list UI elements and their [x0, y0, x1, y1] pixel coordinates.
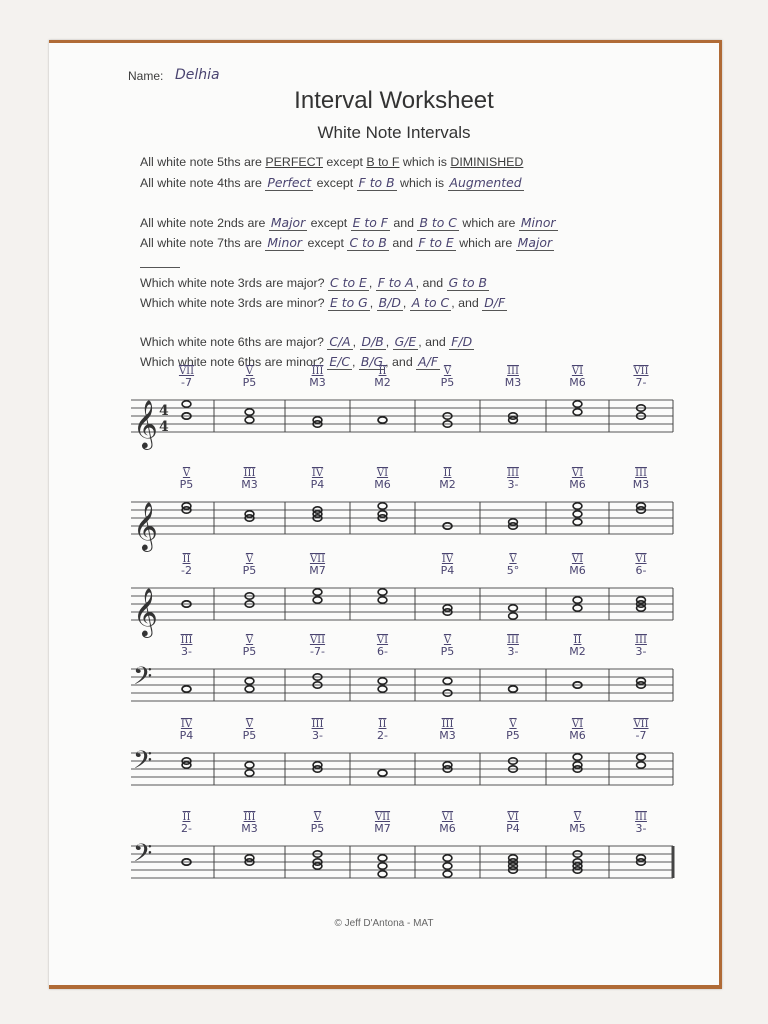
whole-note: [443, 855, 452, 861]
roman-numeral-answer: VI: [507, 812, 519, 823]
roman-numeral-answer: V: [245, 554, 254, 565]
handwritten-answer: C to B: [349, 235, 387, 250]
interval-answer: P5: [310, 822, 325, 835]
whole-note: [378, 597, 387, 603]
treble-clef-icon: 𝄞: [133, 399, 158, 448]
whole-note: [443, 863, 452, 869]
roman-numeral-answer: VI: [571, 468, 584, 479]
roman-numeral-answer: VII: [178, 366, 195, 377]
interval-answer: -7: [181, 376, 192, 389]
question-text: which are: [455, 236, 516, 250]
question-text: , and: [385, 355, 417, 369]
treble-clef-icon: 𝄞: [133, 587, 158, 636]
question-text: except: [322, 155, 367, 169]
interval-answer: M2: [439, 478, 456, 491]
interval-answer: 3-: [507, 478, 519, 491]
whole-note: [245, 762, 254, 768]
roman-numeral-answer: III: [507, 468, 519, 479]
roman-numeral-answer: IV: [180, 719, 193, 730]
question-text: ,: [369, 296, 377, 310]
question-text: except: [304, 236, 348, 250]
whole-note: [378, 678, 387, 684]
handwritten-answer: Minor: [267, 235, 303, 250]
interval-answer: 3-: [507, 645, 519, 658]
whole-note: [509, 605, 518, 611]
interval-answer: 7-: [635, 376, 647, 389]
worksheet-subtitle: White Note Intervals: [317, 123, 471, 142]
question-text: which is: [396, 176, 448, 190]
whole-note: [443, 678, 452, 684]
interval-answer: M6: [569, 729, 586, 742]
whole-note: [573, 401, 582, 407]
question-text: ,: [352, 335, 360, 349]
whole-note: [245, 686, 254, 692]
interval-answer: 6-: [635, 564, 647, 577]
whole-note: [378, 686, 387, 692]
interval-answer: M3: [309, 376, 326, 389]
printed-term: B to F: [366, 155, 400, 169]
roman-numeral-answer: IV: [311, 468, 324, 479]
handwritten-answer: B/D: [378, 295, 401, 310]
handwritten-answer: F to A: [377, 275, 414, 290]
roman-numeral-answer: V: [443, 635, 452, 646]
question-text: except: [307, 216, 351, 230]
roman-numeral-answer: V: [245, 635, 254, 646]
interval-answer: M3: [439, 729, 456, 742]
whole-note: [637, 754, 646, 760]
interval-answer: P5: [440, 376, 455, 389]
whole-note: [509, 613, 518, 619]
whole-note: [573, 409, 582, 415]
roman-numeral-answer: V: [573, 812, 582, 823]
bass-clef-icon: 𝄢: [133, 746, 153, 781]
roman-numeral-answer: VI: [376, 468, 389, 479]
roman-numeral-answer: VII: [374, 812, 391, 823]
handwritten-answer: E/C: [329, 354, 350, 369]
whole-note: [245, 678, 254, 684]
roman-numeral-answer: III: [507, 635, 519, 646]
interval-answer: M6: [374, 478, 391, 491]
interval-answer: P5: [242, 376, 257, 389]
handwritten-answer: Augmented: [449, 175, 522, 190]
interval-answer: M7: [374, 822, 391, 835]
whole-note: [378, 417, 387, 423]
roman-numeral-answer: V: [509, 554, 517, 565]
question-text: , and: [415, 276, 447, 290]
question-text: Which white note 3rds are major?: [140, 276, 329, 290]
question-text: ,: [385, 335, 393, 349]
handwritten-answer: D/F: [484, 295, 506, 310]
time-signature: 4: [159, 403, 169, 419]
whole-note: [637, 762, 646, 768]
handwritten-answer: E to G: [330, 295, 368, 310]
roman-numeral-answer: VII: [633, 366, 649, 377]
roman-numeral-answer: III: [635, 812, 647, 823]
bass-clef-icon: 𝄢: [133, 662, 153, 697]
question-text: ,: [368, 276, 376, 290]
question-text: Which white note 3rds are minor?: [140, 296, 329, 310]
question-text: All white note 4ths are: [140, 176, 266, 190]
printed-term: PERFECT: [265, 155, 323, 169]
music-staves: [49, 43, 719, 985]
roman-numeral-answer: VII: [309, 635, 326, 646]
question-text: Which white note 6ths are minor?: [140, 355, 328, 369]
interval-answer: 6-: [377, 645, 388, 658]
whole-note: [245, 770, 254, 776]
interval-answer: M6: [569, 376, 586, 389]
question-text: All white note 2nds are: [140, 216, 269, 230]
interval-answer: M3: [241, 822, 258, 835]
whole-note: [573, 754, 582, 760]
roman-numeral-answer: VI: [571, 366, 584, 377]
whole-note: [378, 770, 387, 776]
interval-answer: -2: [181, 564, 192, 577]
handwritten-answer: G/E: [394, 334, 417, 349]
whole-note: [245, 409, 254, 415]
handwritten-answer: C to E: [330, 275, 367, 290]
handwritten-answer: A/F: [418, 354, 438, 369]
roman-numeral-answer: III: [180, 635, 193, 646]
roman-numeral-answer: V: [182, 468, 191, 479]
question-text: ,: [351, 355, 359, 369]
roman-numeral-answer: II: [378, 366, 387, 377]
copyright-footer: © Jeff D'Antona - MAT: [334, 918, 434, 929]
roman-numeral-answer: V: [509, 719, 517, 730]
roman-numeral-answer: III: [507, 366, 519, 377]
roman-numeral-answer: III: [243, 468, 256, 479]
whole-note: [378, 871, 387, 877]
interval-answer: P4: [440, 564, 455, 577]
handwritten-answer: D/B: [361, 334, 384, 349]
student-name: Delhia: [175, 67, 220, 83]
handwritten-answer: A to C: [411, 295, 450, 310]
interval-answer: P5: [242, 645, 257, 658]
whole-note: [378, 863, 387, 869]
interval-answer: 3-: [181, 645, 192, 658]
interval-answer: -7-: [310, 645, 325, 658]
interval-answer: 3-: [312, 729, 323, 742]
roman-numeral-answer: II: [573, 635, 582, 646]
whole-note: [509, 686, 518, 692]
interval-answer: P4: [179, 729, 194, 742]
interval-answer: M6: [439, 822, 456, 835]
bass-clef-icon: 𝄢: [133, 839, 153, 874]
handwritten-answer: F to B: [358, 175, 395, 190]
handwritten-answer: B to C: [419, 215, 457, 230]
roman-numeral-answer: VI: [571, 719, 584, 730]
question-text: ,: [402, 296, 410, 310]
interval-answer: P4: [310, 478, 325, 491]
worksheet-title: Interval Worksheet: [294, 87, 494, 114]
interval-answer: 2-: [377, 729, 388, 742]
handwritten-answer: B/G: [360, 354, 384, 369]
interval-answer: -7: [635, 729, 647, 742]
whole-note: [573, 605, 582, 611]
question-text: and: [389, 216, 418, 230]
interval-answer: M3: [632, 478, 650, 491]
interval-answer: 3-: [635, 645, 647, 658]
time-signature-bottom: 4: [159, 419, 169, 435]
roman-numeral-answer: III: [635, 635, 647, 646]
interval-answer: M6: [569, 478, 586, 491]
whole-note: [443, 871, 452, 877]
handwritten-answer: Major: [517, 235, 553, 250]
roman-numeral-answer: V: [245, 719, 254, 730]
roman-numeral-answer: VII: [633, 719, 649, 730]
handwritten-answer: Perfect: [267, 175, 312, 190]
roman-numeral-answer: III: [635, 468, 647, 479]
interval-answer: P5: [242, 729, 257, 742]
roman-numeral-answer: III: [311, 719, 324, 730]
interval-answer: 5°: [506, 564, 520, 577]
roman-numeral-answer: IV: [441, 554, 454, 565]
roman-numeral-answer: II: [443, 468, 452, 479]
whole-note: [313, 597, 322, 603]
interval-answer: P4: [506, 822, 520, 835]
whole-note: [378, 855, 387, 861]
interval-answer: M3: [504, 376, 522, 389]
interval-answer: M6: [569, 564, 586, 577]
whole-note: [313, 589, 322, 595]
handwritten-answer: C/A: [329, 334, 351, 349]
interval-answer: P5: [179, 478, 194, 491]
interval-answer: 3-: [635, 822, 647, 835]
treble-clef-icon: 𝄞: [133, 501, 158, 550]
handwritten-answer: F to E: [418, 235, 454, 250]
interval-answer: P5: [440, 645, 455, 658]
handwritten-answer: Major: [270, 215, 306, 230]
handwritten-answer: G to B: [448, 275, 488, 290]
printed-term: DIMINISHED: [450, 155, 524, 169]
interval-answer: P5: [506, 729, 520, 742]
interval-answer: M5: [569, 822, 586, 835]
interval-answer: M2: [374, 376, 391, 389]
question-text: which is: [399, 155, 451, 169]
whole-note: [573, 503, 582, 509]
roman-numeral-answer: II: [182, 812, 191, 823]
interval-answer: M7: [309, 564, 326, 577]
roman-numeral-answer: III: [441, 719, 454, 730]
whole-note: [378, 589, 387, 595]
interval-answer: M2: [569, 645, 586, 658]
interval-answer: P5: [242, 564, 257, 577]
interval-answer: 2-: [181, 822, 192, 835]
roman-numeral-answer: V: [313, 812, 322, 823]
question-text: , and: [451, 296, 483, 310]
roman-numeral-answer: III: [243, 812, 256, 823]
question-text: All white note 5ths are: [140, 155, 266, 169]
whole-note: [573, 511, 582, 517]
handwritten-answer: E to F: [352, 215, 388, 230]
roman-numeral-answer: II: [182, 554, 191, 565]
roman-numeral-answer: III: [311, 366, 324, 377]
roman-numeral-answer: VII: [309, 554, 326, 565]
whole-note: [573, 519, 582, 525]
roman-numeral-answer: VI: [376, 635, 389, 646]
roman-numeral-answer: II: [378, 719, 387, 730]
worksheet-page: [49, 40, 722, 989]
name-label: Name:: [128, 69, 164, 83]
whole-note: [182, 401, 191, 407]
roman-numeral-answer: V: [443, 366, 452, 377]
whole-note: [573, 597, 582, 603]
roman-numeral-answer: V: [245, 366, 254, 377]
question-text: and: [388, 236, 417, 250]
question-text: which are: [458, 216, 519, 230]
whole-note: [182, 686, 191, 692]
roman-numeral-answer: VI: [441, 812, 454, 823]
interval-answer: M3: [241, 478, 258, 491]
whole-note: [378, 503, 387, 509]
question-text: All white note 7ths are: [140, 236, 266, 250]
question-text: Which white note 6ths are major?: [140, 335, 328, 349]
question-text: except: [313, 176, 357, 190]
roman-numeral-answer: VI: [571, 554, 584, 565]
roman-numeral-answer: VI: [635, 554, 647, 565]
handwritten-answer: Minor: [520, 215, 556, 230]
whole-note: [245, 417, 254, 423]
question-text: , and: [418, 335, 450, 349]
handwritten-answer: F/D: [451, 334, 473, 349]
